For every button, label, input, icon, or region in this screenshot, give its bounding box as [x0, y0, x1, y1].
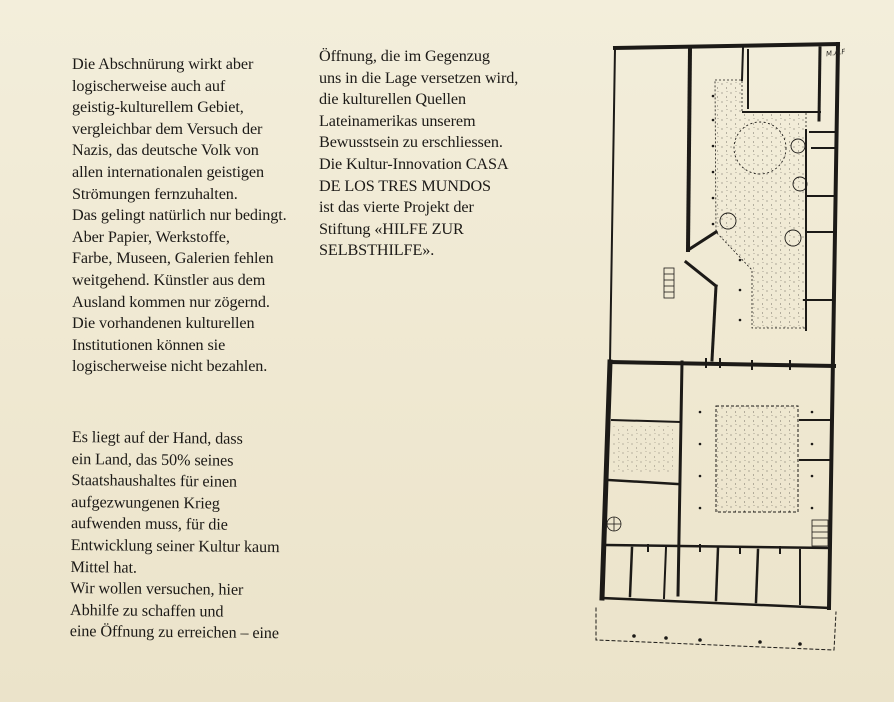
text-line: ist das vierte Projekt der [319, 198, 474, 217]
text-line: Abhilfe zu schaffen und [69, 600, 224, 621]
text-line: Die vorhandenen kulturellen [72, 314, 255, 333]
text-line: logischerweise auch auf [72, 76, 226, 95]
text-line: Strömungen fernzuhalten. [72, 184, 238, 203]
text-line: DE LOS TRES MUNDOS [319, 176, 491, 195]
text-line: Nazis, das deutsche Volk von [72, 141, 259, 160]
text-line: Farbe, Museen, Galerien fehlen [72, 249, 274, 268]
text-column-left-top [72, 54, 287, 378]
text-line: Lateinamerikas unserem [319, 111, 476, 130]
text-line: Staatshaushaltes für einen [71, 471, 238, 491]
text-line: Wir wollen versuchen, hier [70, 579, 244, 599]
text-column-left-bottom [70, 427, 281, 645]
text-line: Das gelingt natürlich nur bedingt. [72, 206, 287, 225]
text-line: allen internationalen geistigen [72, 162, 264, 181]
text-line: Stiftung «HILFE ZUR [319, 219, 464, 238]
garden-courtyard-central [716, 406, 798, 512]
text-line: logischerweise nicht bezahlen. [72, 357, 268, 376]
text-line: Entwicklung seiner Kultur kaum [70, 535, 280, 557]
text-line: Öffnung, die im Gegenzug [319, 47, 490, 65]
text-line: Aber Papier, Werkstoffe, [72, 227, 230, 246]
text-line: Institutionen können sie [72, 335, 226, 354]
text-column-middle [319, 46, 518, 262]
text-line: aufgezwungenen Krieg [71, 492, 220, 513]
text-line: geistig-kulturellem Gebiet, [72, 98, 244, 117]
text-line: Die Kultur-Innovation CASA [319, 154, 509, 173]
text-line: Die Abschnürung wirkt aber [72, 55, 254, 73]
text-line: die kulturellen Quellen [319, 90, 466, 109]
text-line: weitgehend. Künstler aus dem [72, 270, 266, 289]
garden-courtyard-west [611, 426, 673, 474]
garden-courtyard-north [715, 80, 806, 328]
text-line: SELBSTHILFE». [319, 241, 435, 260]
floor-plan [588, 36, 846, 660]
text-line: Es liegt auf der Hand, dass [71, 427, 243, 448]
text-line: ein Land, das 50% seines [71, 449, 234, 470]
text-line: Ausland kommen nur zögernd. [72, 292, 270, 311]
text-line: uns in die Lage versetzen wird, [319, 68, 519, 87]
text-line: Mittel hat. [70, 557, 137, 577]
architect-signature: M.A.F [825, 47, 846, 59]
text-line: eine Öffnung zu erreichen – eine [69, 622, 280, 643]
text-line: aufwenden muss, für die [70, 514, 228, 535]
text-line: Bewusstsein zu erschliessen. [319, 133, 503, 152]
text-line: vergleichbar dem Versuch der [72, 119, 263, 138]
